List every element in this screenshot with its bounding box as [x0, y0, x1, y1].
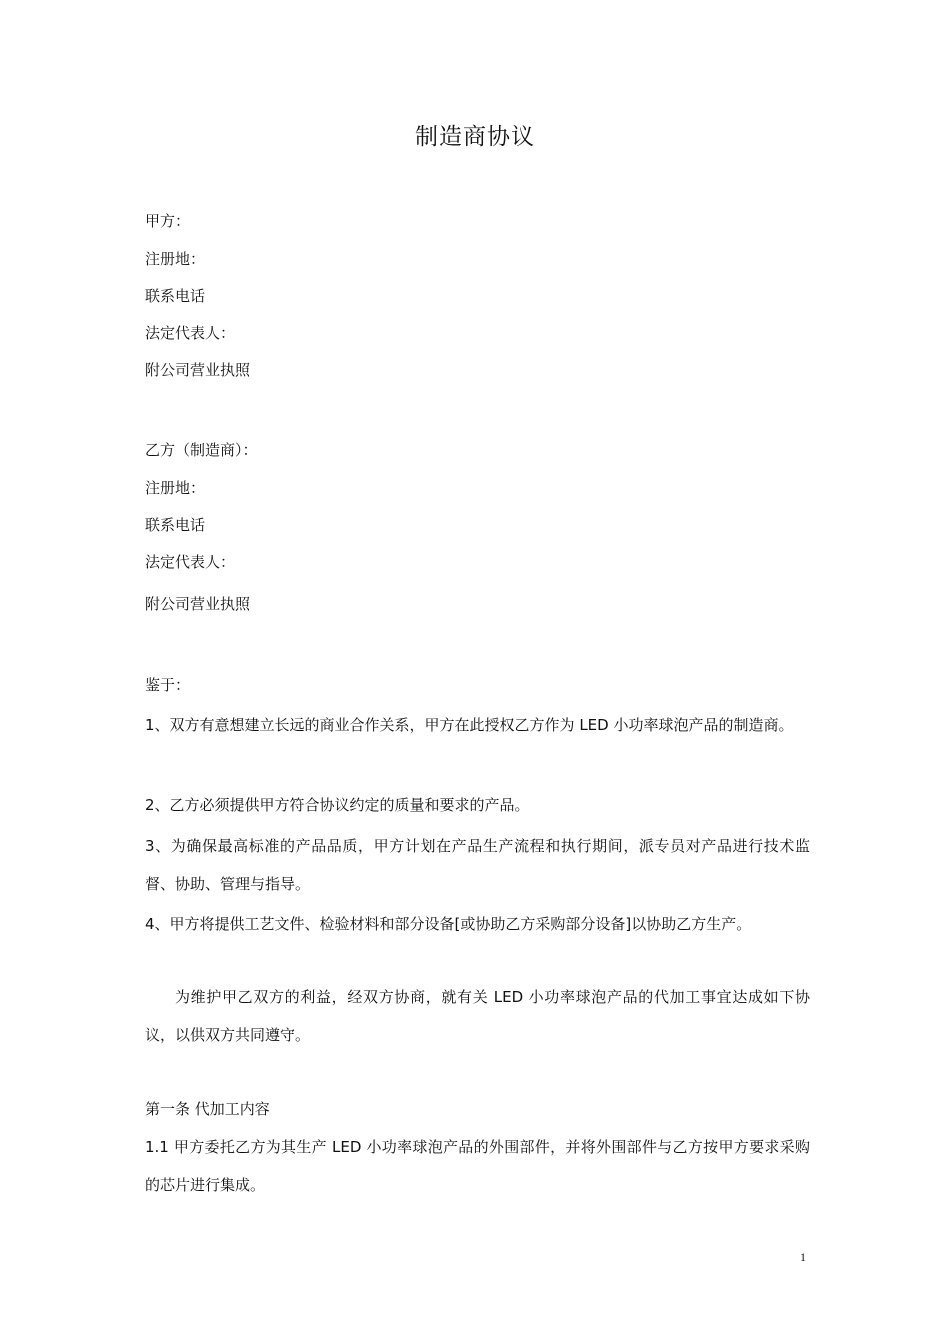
article-1-clause-1-1: 1.1 甲方委托乙方为其生产 LED 小功率球泡产品的外围部件，并将外围部件与乙方按甲方要求采购的芯片进行集成。: [145, 1138, 810, 1194]
agreement-intro: 为维护甲乙双方的利益，经双方协商，就有关 LED 小功率球泡产品的代加工事宜达成如下协议，以供双方共同遵守。: [145, 988, 810, 1044]
party-a-label: 甲方：: [145, 212, 191, 230]
page-number: 1: [800, 1250, 806, 1264]
whereas-label: 鉴于：: [145, 676, 191, 694]
whereas-item-4: 4、甲方将提供工艺文件、检验材料和部分设备[或协助乙方采购部分设备]以协助乙方生产。: [145, 915, 752, 933]
whereas-item-2: 2、乙方必须提供甲方符合协议约定的质量和要求的产品。: [145, 796, 530, 814]
party-b-registered-address: 注册地：: [145, 479, 206, 497]
party-b-legal-representative: 法定代表人：: [145, 553, 236, 571]
party-b-business-license: 附公司营业执照: [145, 595, 251, 613]
whereas-item-3: 3、为确保最高标准的产品品质，甲方计划在产品生产流程和执行期间，派专员对产品进行技术监督、协助、管理与指导。: [145, 837, 810, 893]
article-1-heading: 第一条 代加工内容: [145, 1100, 270, 1118]
party-a-business-license: 附公司营业执照: [145, 361, 251, 379]
party-a-phone: 联系电话: [145, 287, 206, 305]
whereas-item-1: 1、双方有意想建立长远的商业合作关系，甲方在此授权乙方作为 LED 小功率球泡产品的制造商。: [145, 716, 794, 734]
party-a-registered-address: 注册地：: [145, 250, 206, 268]
party-b-phone: 联系电话: [145, 516, 206, 534]
party-a-legal-representative: 法定代表人：: [145, 324, 236, 342]
document-title: 制造商协议: [415, 124, 535, 150]
party-b-label: 乙方（制造商）：: [145, 441, 258, 459]
